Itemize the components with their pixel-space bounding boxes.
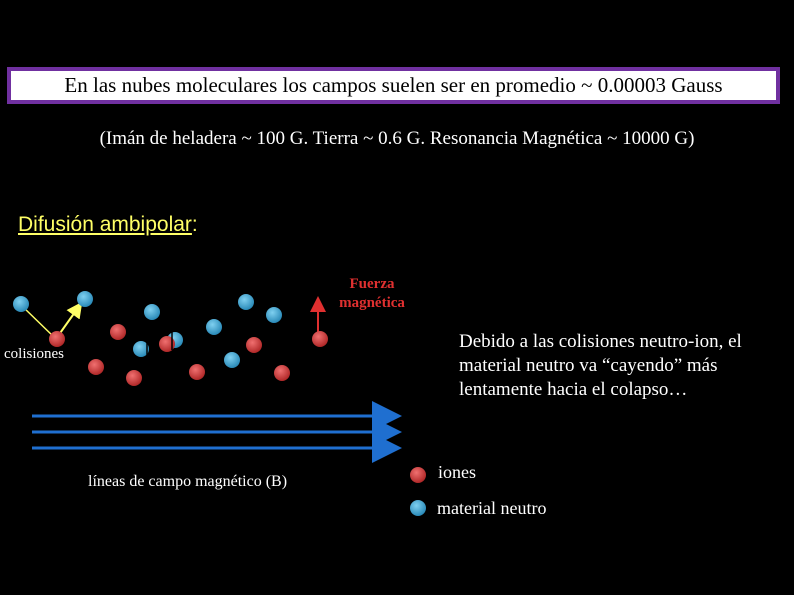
- ion-particle: [110, 324, 126, 340]
- ion-particle: [246, 337, 262, 353]
- collision-path: [21, 305, 56, 339]
- section-heading-colon: :: [191, 213, 198, 236]
- explanation-text: Debido a las colisiones neutro-ion, el material neutro va “cayendo” más lentamente hacia el colapso…: [459, 331, 742, 400]
- magnetic-force-label-line1: Fuerza: [349, 276, 395, 292]
- collision-label: colisiones: [4, 346, 64, 362]
- legend-ion-marker: [410, 467, 426, 483]
- neutral-particle: [266, 307, 282, 323]
- neutral-particle: [206, 319, 222, 335]
- ion-particle: [88, 359, 104, 375]
- neutral-particle: [77, 291, 93, 307]
- section-heading-term: Difusión ambipolar: [18, 213, 192, 236]
- collision-arrow: [58, 305, 80, 336]
- slide-title: En las nubes moleculares los campos suelen ser en promedio ~ 0.00003 Gauss: [64, 73, 723, 97]
- slide-subtitle: (Imán de heladera ~ 100 G. Tierra ~ 0.6 G. Resonancia Magnética ~ 10000 G): [99, 128, 695, 149]
- legend-neutral-marker: [410, 500, 426, 516]
- neutral-particle: [144, 304, 160, 320]
- neutral-particle: [238, 294, 254, 310]
- magnetic-force-label-line2: magnética: [339, 295, 405, 311]
- ion-particle: [189, 364, 205, 380]
- ion-particle: [126, 370, 142, 386]
- ion-particle: [312, 331, 328, 347]
- legend-neutral-label: material neutro: [437, 498, 547, 518]
- legend-ions-label: iones: [438, 462, 476, 482]
- field-lines-label: líneas de campo magnético (B): [88, 473, 288, 490]
- ion-particle: [49, 331, 65, 347]
- ion-particle: [274, 365, 290, 381]
- neutral-particle: [13, 296, 29, 312]
- neutral-particle: [224, 352, 240, 368]
- magnetic-force-label: [333, 275, 411, 313]
